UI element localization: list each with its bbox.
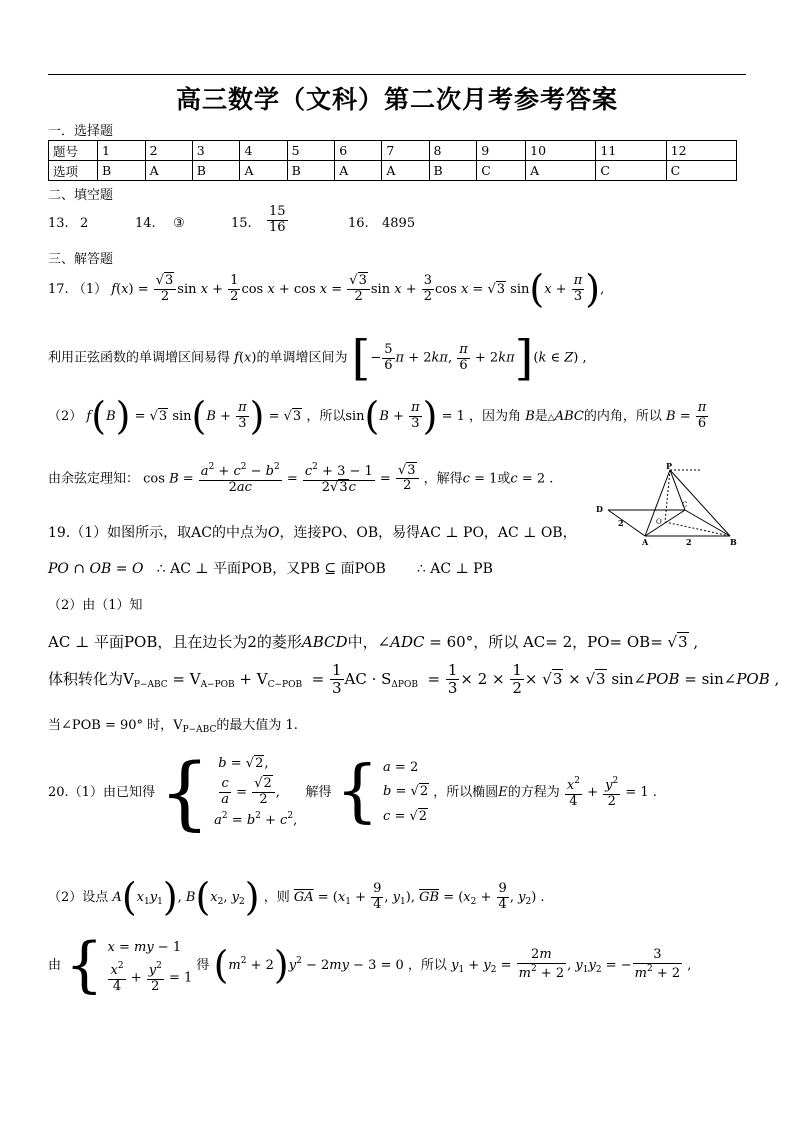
q13-number: 13. [48, 216, 69, 231]
table-cell: 11 [596, 141, 666, 161]
fraction-numerator: 15 [269, 204, 286, 219]
table-cell: C [596, 161, 666, 181]
table-cell: 9 [477, 141, 526, 161]
table-cell: B [98, 161, 146, 181]
page-title: 高三数学（文科）第二次月考参考答案 [175, 85, 618, 114]
q19-line4a-text: 体积转化为 [48, 669, 124, 688]
q20-eq-text: 的方程为 [507, 785, 560, 801]
q17-cos-text: 由余弦定理知： [48, 471, 140, 487]
edge-pb [670, 470, 730, 536]
table-cell: 2 [145, 141, 192, 161]
table-cell: A [145, 161, 192, 181]
q19-line1: 19.（1）如图所示，取AC的中点为O，连接PO、OB，易得AC ⊥ PO，AC ⊥ OB， [48, 525, 577, 541]
q20-part1: 20.（1）由已知得 { b = √2, $\frac{c}{a}$ = $\frac{√2}{2}$ , $a^2 = b^2 + c^2$, 解得 { a = 2 b = √2 c = √2 ，所以椭圆E的方程为 $\frac{x^2}{4}$ + $\frac{y^2}{2}$ = 1 . [48, 745, 657, 839]
q14-answer: ③ [173, 216, 185, 231]
q20-part2: （2）设点 $A(x_1y_1)$, $B(x_2$, $y_2$) ，则 $\overline{GA} = (x_1$ + $\frac{9}{4}$ , $y_1$), $\overline{GB} = (x_2$ + $\frac{9}{4}$ , $y_2$) . [48, 875, 545, 920]
q20-ellipse-text: ，所以椭圆 [433, 785, 499, 801]
table-cell: C [666, 161, 736, 181]
label-c: C [682, 501, 688, 509]
q16-number: 16. [348, 216, 369, 231]
label-2-left: 2 [618, 518, 624, 528]
table-cell: 7 [382, 141, 429, 161]
q20-solve-text: 解得 [305, 785, 332, 801]
label-d: D [596, 504, 603, 514]
table-cell: 1 [98, 141, 146, 161]
q17-mono-text: 利用正弦函数的单调增区间易得 [48, 350, 231, 366]
table-cell: B [192, 161, 240, 181]
q17-part2: （2） f(B) = √3 sin(B + $\frac{\pi}{3}$ ) = √3 ，所以sin(B + $\frac{\pi}{3}$ ) = 1 ，因为角 B是△ABC的内角，所以 B = $\frac{\pi}{6}$ [48, 394, 707, 439]
q20-then-text: ，则 [263, 889, 290, 905]
top-rule [48, 74, 746, 75]
q15-answer-fraction [267, 205, 288, 236]
q19-volume: 体积转化为$V_{P-ABC} = V_{A-POB} + V_{C-POB}$ = $\frac{1}{3}$ AC · $S_{\Delta POB}$ = $\frac{1}{3}$ × 2 × $\frac{1}{2}$ × √3 × √3 sin∠POB = sin∠POB , [48, 661, 780, 698]
label-a: A [642, 537, 649, 547]
label-b: B [730, 537, 737, 547]
q19-line2a-text: ∴ AC ⊥ 平面POB，又PB ⊆ 面POB [156, 561, 386, 577]
q19-line3c-text: ，所以 AC= 2，PO= OB= [473, 633, 663, 651]
q19-line3a-text: AC ⊥ 平面POB，且在边长为2的菱形 [48, 633, 302, 651]
q19-line2: PO ∩ OB = O ∴ AC ⊥ 平面POB，又PB ⊆ 面POB ∴ AC ⊥ PB [48, 561, 493, 577]
q17-monotonic-interval: 利用正弦函数的单调增区间易得 f(x)的单调增区间为 [− $\frac{5}{6}$ π + 2kπ, $\frac{\pi}{6}$ + 2kπ](k ∈ Z) , [48, 330, 587, 386]
q19-line3b-text: 中， [347, 633, 378, 651]
q17-because-text: ，因为角 [469, 408, 522, 424]
table-row-label: 选项 [49, 161, 98, 181]
q14-number: 14. [135, 216, 156, 231]
label-2-bottom: 2 [686, 537, 692, 547]
table-cell: A [335, 161, 382, 181]
q17-is-text: 是 [534, 408, 548, 424]
table-cell: B [429, 161, 477, 181]
q17-part1-label: （1） [72, 281, 108, 297]
q19-line5b-text: 的最大值为 1. [216, 718, 298, 733]
q20-so-text: ，所以 [407, 957, 447, 973]
q19-line1-text: 19.（1）如图所示，取AC的中点为 [48, 525, 268, 541]
label-p: P [666, 462, 673, 471]
q17-so-text: ，所以sin [306, 408, 365, 424]
table-row [49, 161, 737, 181]
q20-get-text: 得 [196, 957, 210, 973]
label-o: O [656, 518, 662, 526]
table-cell: 5 [287, 141, 335, 161]
table-cell: A [526, 161, 596, 181]
table-cell: A [240, 161, 287, 181]
q16-answer: 4895 [382, 216, 416, 231]
table-cell: 6 [335, 141, 382, 161]
table-cell: C [477, 161, 526, 181]
table-cell: 4 [240, 141, 287, 161]
q19-line5a-text: 当∠POB = 90° 时， [48, 718, 174, 733]
table-cell: A [382, 161, 429, 181]
edge-ob [665, 522, 730, 536]
edge-pa [645, 470, 670, 536]
choice-answer-table [48, 140, 737, 181]
q19-line1b-text: ，连接PO、OB，易得AC ⊥ PO，AC ⊥ OB， [279, 525, 577, 541]
table-cell: 12 [666, 141, 736, 161]
edge-ac [645, 510, 685, 536]
q20-label: 20.（1）由已知得 [48, 785, 155, 801]
tetrahedron-figure [590, 462, 740, 548]
q17-solve-text: ，解得 [423, 471, 463, 487]
q13-answer: 2 [80, 216, 89, 231]
table-cell: 10 [526, 141, 596, 161]
q17-part1-formula: 17. （1） f(x) = $\frac{√3}{2}$ sin x + $\frac{1}{2}$ cos x + cos x = $\frac{√3}{2}$ sin x + $\frac{3}{2}$ cos x = √3 sin(x + $\frac{\pi}{3}$ ), [48, 267, 605, 312]
section-choice-heading: 一．选择题 [48, 124, 114, 139]
q17-or-text: 或 [497, 471, 511, 487]
q20-system: 由 { x = my − 1 $\frac{x^2}{4}$ + $\frac{y^2}{2}$ = 1 得 $(m^2 + 2)y^2 - 2my - 3 = 0$ ，所以 $y_1 + y_2$ = $\frac{2m}{m^2 + 2}$ , $y_1y_2$ = − $\frac{3}{m^2 + 2}$ , [48, 930, 692, 1001]
q19-line3: AC ⊥ 平面POB，且在边长为2的菱形ABCD中，∠ADC = 60°，所以 AC= 2，PO= OB= √3 , [48, 633, 699, 651]
edge-cb [685, 510, 730, 536]
q17-mono-text2: 的单调增区间为 [256, 350, 348, 366]
q15-number: 15. [231, 216, 252, 231]
q20-from-text: 由 [48, 957, 62, 973]
section-fill-heading: 二、填空题 [48, 188, 114, 203]
q19-part2-heading: （2）由（1）知 [48, 598, 143, 613]
fraction-denominator: 16 [269, 219, 286, 235]
q19-max: 当∠POB = 90° 时，$V_{P-ABC}$的最大值为 1. [48, 718, 298, 735]
q19-line2b-text: ∴ AC ⊥ PB [416, 561, 493, 577]
table-cell: 8 [429, 141, 477, 161]
table-cell: 3 [192, 141, 240, 161]
q17-part2-label: （2） [48, 408, 83, 424]
table-row-label: 题号 [49, 141, 98, 161]
q17-label: 17. [48, 281, 69, 297]
table-cell: B [287, 161, 335, 181]
q17-cosine-law: 由余弦定理知： cos B = $\frac{a^2 + c^2 - b^2}{2ac}$ = $\frac{c^2 + 3 - 1}{2√3c}$ = $\frac{√3}{2}$ ，解得c = 1或c = 2 . [48, 462, 554, 495]
q20-part2-label: （2）设点 [48, 889, 109, 905]
table-row [49, 141, 737, 161]
section-solve-heading: 三、解答题 [48, 252, 114, 267]
edge-da [608, 510, 645, 536]
q17-inner-text: 的内角，所以 [583, 408, 662, 424]
